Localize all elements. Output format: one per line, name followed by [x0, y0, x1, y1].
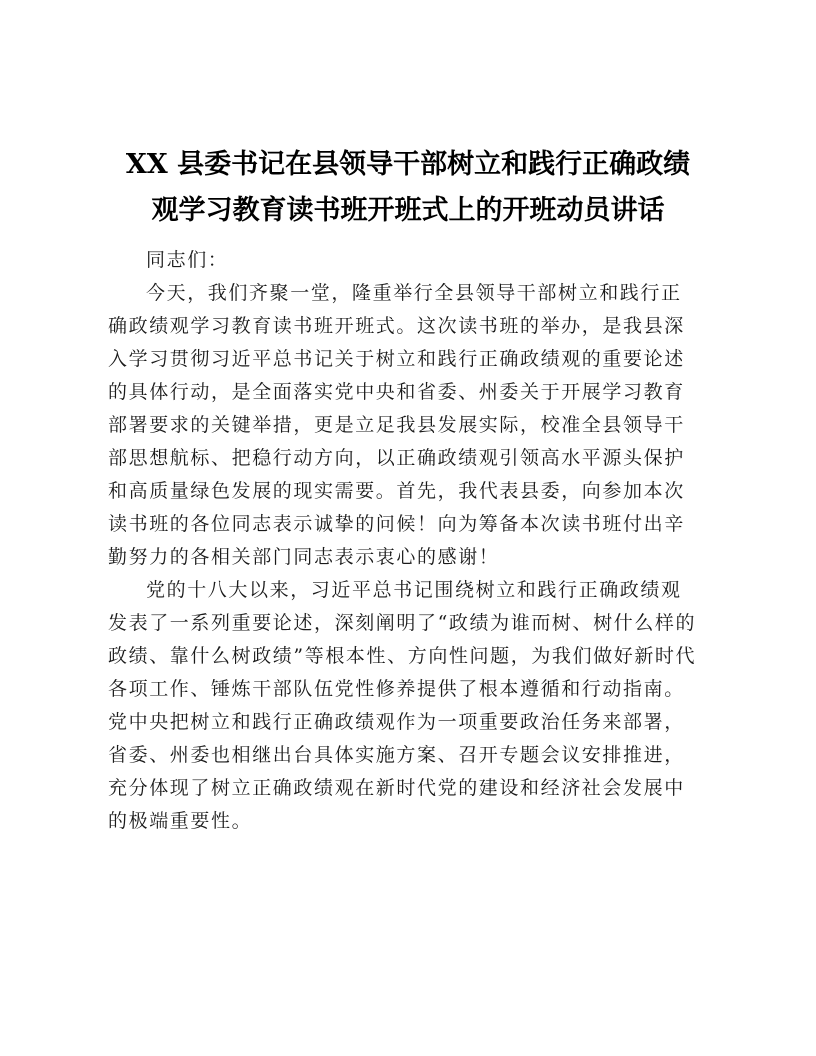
paragraph-line: 勤努力的各相关部门同志表示衷心的感谢！: [108, 546, 500, 568]
paragraph-line: 读书班的各位同志表示诚挚的问候！向为筹备本次读书班付出辛: [108, 513, 685, 535]
paragraph-line: 的极端重要性。: [108, 810, 253, 832]
paragraph-line: 充分体现了树立正确政绩观在新时代党的建设和经济社会发展中: [108, 777, 685, 799]
paragraph-line: 部署要求的关键举措，更是立足我县发展实际，校准全县领导干: [108, 414, 685, 436]
title-line: 观学习教育读书班开班式上的开班动员讲话: [151, 195, 665, 226]
paragraph-line: 发表了一系列重要论述，深刻阐明了“政绩为谁而树、树什么样的: [108, 612, 697, 634]
paragraph-line: 党的十八大以来，习近平总书记围绕树立和践行正确政绩观: [146, 579, 682, 601]
paragraph-line: 和高质量绿色发展的现实需要。首先，我代表县委，向参加本次: [108, 480, 685, 502]
paragraph-line: 省委、州委也相继出台具体实施方案、召开专题会议安排推进，: [108, 744, 685, 766]
paragraph-line: 入学习贯彻习近平总书记关于树立和践行正确政绩观的重要论述: [108, 348, 685, 370]
paragraph-line: 政绩、靠什么树政绩”等根本性、方向性问题，为我们做好新时代: [108, 645, 697, 667]
document-title: [100, 142, 716, 234]
paragraph-line: 的具体行动，是全面落实党中央和省委、州委关于开展学习教育: [108, 381, 685, 403]
document-body: [108, 244, 714, 838]
paragraph-line: 确政绩观学习教育读书班开班式。这次读书班的举办，是我县深: [108, 315, 685, 337]
paragraph-1: [108, 277, 714, 574]
paragraph-line: 党中央把树立和践行正确政绩观作为一项重要政治任务来部署，: [108, 711, 685, 733]
paragraph-line: 各项工作、锤炼干部队伍党性修养提供了根本遵循和行动指南。: [108, 678, 685, 700]
salutation: 同志们：: [146, 249, 229, 271]
title-line: XX 县委书记在县领导干部树立和践行正确政绩: [125, 149, 691, 180]
paragraph-2: [108, 574, 714, 838]
paragraph-line: 今天，我们齐聚一堂，隆重举行全县领导干部树立和践行正: [146, 282, 682, 304]
paragraph-line: 部思想航标、把稳行动方向，以正确政绩观引领高水平源头保护: [108, 447, 685, 469]
